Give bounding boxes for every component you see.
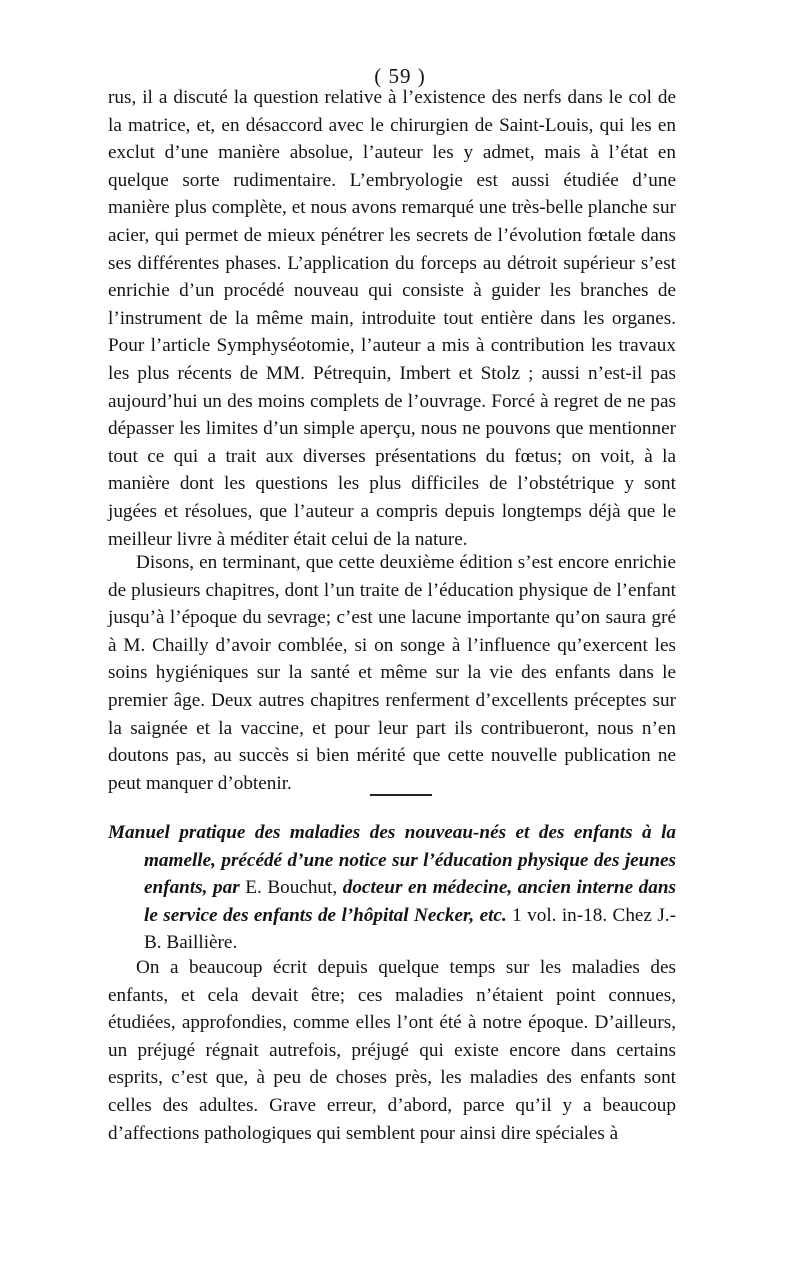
heading-author: E. Bouchut,	[239, 877, 343, 899]
paragraph-text: rus, il a discuté la question relative à l’existence des nerfs dans le col de la matrice, et, en désaccord avec le chirurgien de Saint-Louis, qui les en exclut d’une manière absolue, l’auteur les y admet, mais à l’état en quelque sorte rudimentaire. L’embryologie est aussi étudiée d’une manière plus complète, et nous avons remarqué une très-belle planche sur acier, qui permet de mieux pénétrer les secrets de l’évolution fœtale dans ses différentes phases. L’application du forceps au détroit supérieur s’est enrichie d’un procédé nouveau qui consiste à guider les branches de l’instrument de la même main, introduite tout entière dans les organes. Pour l’article Symphyséotomie, l’auteur a mis à contribution les travaux les plus récents de MM. Pétrequin, Imbert et Stolz ; aussi n’est-il pas aujourd’hui un des moins complets de l’ouvrage. Forcé à regret de ne pas dépasser les limites d’un simple aperçu, nous ne pouvons que mentionner tout ce qui a trait aux diverses présentations du fœtus; on voit, à la manière dont les questions les plus difficiles de l’obstétrique y sont jugées et résolues, que l’auteur a compris depuis longtemps déjà que le meilleur livre à méditer était celui de la nature.	[108, 87, 676, 550]
paragraph-continuation	[108, 84, 676, 553]
paragraph-review	[108, 954, 676, 1147]
section-divider	[370, 794, 432, 796]
paragraph-text: On a beaucoup écrit depuis quelque temps sur les maladies des enfants, et cela devait être; ces maladies n’étaient point connues, étudiées, approfondies, comme elles l’ont été à notre époque. D’ailleurs, un préjugé régnait autrefois, préjugé qui existe encore dans certains esprits, c’est que, à peu de choses près, les maladies des enfants sont celles des adultes. Grave erreur, d’abord, parce qu’il y a beaucoup d’affections pathologiques qui semblent pour ainsi dire spéciales à	[108, 957, 676, 1144]
paragraph-text: Disons, en terminant, que cette deuxième édition s’est encore enrichie de plusieurs chapitres, dont l’un traite de l’éducation physique de l’enfant jusqu’à l’époque du sevrage; c’est une lacune importante qu’on saura gré à M. Chailly d’avoir comblée, si on songe à l’influence qu’exercent les soins hygiéniques sur la santé et même sur la vie des enfants dans le premier âge. Deux autres chapitres renferment d’excellents préceptes sur la saignée et la vaccine, et pour leur part ils contribueront, nous n’en doutons pas, au succès si bien mérité que cette nouvelle publication ne peut manquer d’obtenir.	[108, 552, 676, 794]
page-number: ( 59 )	[374, 64, 426, 88]
book-review-heading	[108, 819, 676, 957]
heading-credentials: docteur en médecine, ancien interne dans le service des enfants de l’hôpital Necker, etc.	[144, 877, 676, 926]
paragraph-conclusion	[108, 549, 676, 797]
heading-title: Manuel pratique des maladies des nouveau-nés et des enfants à la mamelle, précédé d’une notice sur l’éducation physique des jeunes enfants, par	[108, 822, 676, 899]
heading-publication: 1 vol. in-18. Chez J.-B. Baillière.	[144, 904, 676, 954]
